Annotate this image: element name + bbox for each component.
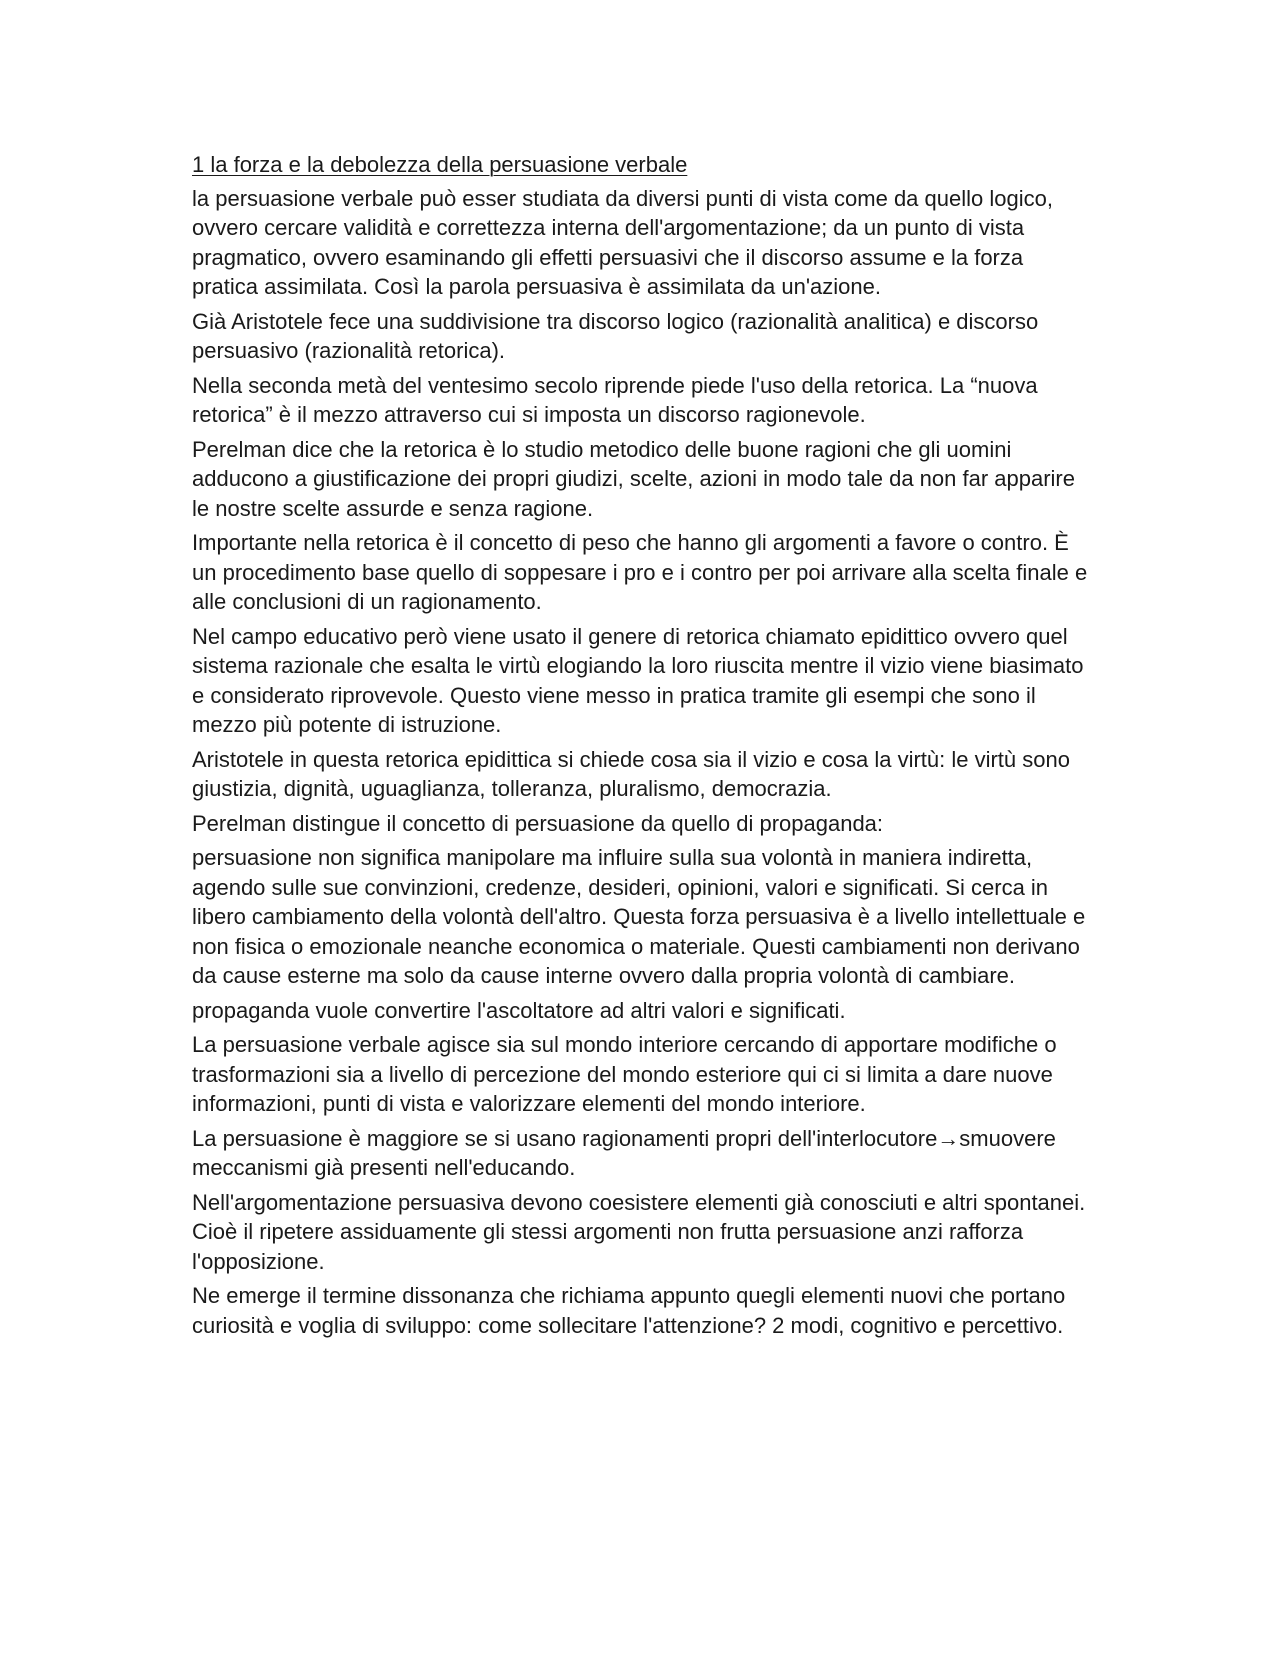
- paragraph: Già Aristotele fece una suddivisione tra discorso logico (razionalità analitica) e discorso persuasivo (razionalità retorica).: [192, 308, 1039, 363]
- paragraph: Perelman dice che la retorica è lo studio metodico delle buone ragioni che gli uomini adducono a giustificazione dei propri giudizi, scelte, azioni in modo tale da non far apparire le nostre scelte assurde e senza ragione.: [192, 436, 1075, 521]
- paragraph: La persuasione verbale agisce sia sul mondo interiore cercando di apportare modifiche o trasformazioni sia a livello di percezione del mondo esteriore qui ci si limita a dare nuove informazioni, punti di vista e valorizzare elementi del mondo interiore.: [192, 1032, 1057, 1116]
- document-title: 1 la forza e la debolezza della persuasione verbale: [192, 152, 688, 177]
- paragraph: persuasione non significa manipolare ma influire sulla sua volontà in maniera indiretta, agendo sulle sue convinzioni, credenze, desideri, opinioni, valori e significati. Si cerca in libero cambiamento della volontà dell'altro. Questa forza persuasiva è a livello intellettuale e non fisica o emozionale neanche economica o materiale. Questi cambiamenti non derivano da cause esterne ma solo da cause interne ovvero dalla propria volontà di cambiare.: [192, 845, 1086, 988]
- paragraph: Nella seconda metà del ventesimo secolo riprende piede l'uso della retorica. La “nuova retorica” è il mezzo attraverso cui si imposta un discorso ragionevole.: [192, 372, 1038, 427]
- paragraph: Perelman distingue il concetto di persuasione da quello di propaganda:: [192, 810, 884, 836]
- paragraph: la persuasione verbale può esser studiata da diversi punti di vista come da quello logico, ovvero cercare validità e correttezza interna dell'argomentazione; da un punto di vista pragmatico, ovvero esaminando gli effetti persuasivi che il discorso assume e la forza pratica assimilata. Così la parola persuasiva è assimilata da un'azione.: [192, 185, 1053, 299]
- paragraph: Aristotele in questa retorica epidittica si chiede cosa sia il vizio e cosa la virtù: le virtù sono giustizia, dignità, uguaglianza, tolleranza, pluralismo, democrazia.: [192, 746, 1070, 801]
- paragraph: Importante nella retorica è il concetto di peso che hanno gli argomenti a favore o contro. È un procedimento base quello di soppesare i pro e i contro per poi arrivare alla scelta finale e alle conclusioni di un ragionamento.: [192, 530, 1088, 614]
- paragraph: Nel campo educativo però viene usato il genere di retorica chiamato epidittico ovvero quel sistema razionale che esalta le virtù elogiando la loro riuscita mentre il vizio viene biasimato e considerato riprovevole. Questo viene messo in pratica tramite gli esempi che sono il mezzo più potente di istruzione.: [192, 623, 1084, 737]
- document-body: [192, 150, 1092, 1345]
- paragraph: propaganda vuole convertire l'ascoltatore ad altri valori e significati.: [192, 997, 846, 1023]
- paragraph: Ne emerge il termine dissonanza che richiama appunto quegli elementi nuovi che portano curiosità e voglia di sviluppo: come sollecitare l'attenzione? 2 modi, cognitivo e percettivo.: [192, 1283, 1066, 1338]
- paragraph: La persuasione è maggiore se si usano ragionamenti propri dell'interlocutore→smuovere meccanismi già presenti nell'educando.: [192, 1125, 1056, 1180]
- paragraph: Nell'argomentazione persuasiva devono coesistere elementi già conosciuti e altri spontanei. Cioè il ripetere assiduamente gli stessi argomenti non frutta persuasione anzi rafforza l'opposizione.: [192, 1189, 1086, 1274]
